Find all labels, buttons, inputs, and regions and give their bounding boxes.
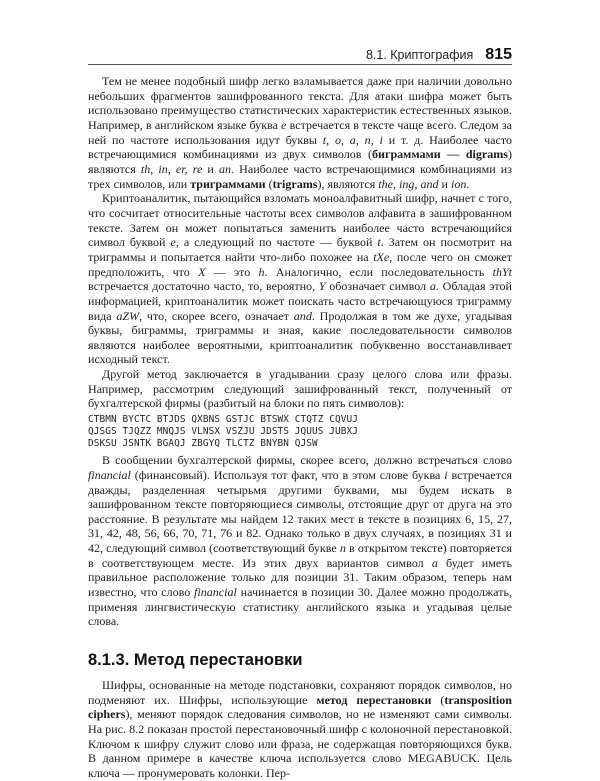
section-heading: 8.1.3. Метод перестановки	[88, 651, 303, 670]
ciphertext-line: DSKSU JSNTK BGAQJ ZBGYQ TLCTZ BNYBN QJSW	[88, 437, 318, 449]
running-head-section-title: 8.1. Криптография	[365, 48, 474, 62]
paragraph-guess-word: Другой метод заключается в угадывании сразу целого слова или фразы. Например, рассмотрим следующий зашифрованный текст, полученный от бухгалтерской фирмы (разбитый на блоки по пять символов):	[88, 367, 512, 411]
header-rule	[88, 64, 512, 65]
paragraph-cryptanalyst-method: Криптоаналитик, пытающийся взломать моноалфавитный шифр, начнет с того, что сосчитает относительные частоты всех символов алфавита в зашифрованном тексте. Затем он может попытаться заменить наиболее часто встречающийся символ буквой e, а следующий по частоте — буквой t. Затем он посмотрит на триграммы и попытается найти что-либо похожее на tXe, после чего он сможет предположить, что X — это h. Аналогично, если последовательность thYt встречается достаточно часто, то, вероятно, Y обозначает символ a. Обладая этой информацией, криптоаналитик может поискать часто встречающуюся триграмму вида aZW, что, скорее всего, означает and. Продолжая в том же духе, угадывая буквы, биграммы, триграммы и зная, какие последовательности символов являются наиболее вероятными, криптоаналитик побуквенно восстанавливает исходный текст.	[88, 191, 513, 367]
paragraph-transposition: Шифры, основанные на методе подстановки, сохраняют порядок символов, но подменяют их. Шифры, использующие метод перестановки (transposition ciphers), меняют порядок следования символов, но не изменяют сами символы. На рис. 8.2 показан простой перестановочный шифр с колоночной перестановкой. Ключом к шифру служит слово или фраза, не содержащая повторяющихся букв. В данном примере в качестве ключа используется слово MEGABUCK. Цель ключа — пронумеровать колонки. Пер-	[88, 678, 512, 781]
page-number: 815	[485, 46, 512, 63]
page-body	[88, 74, 512, 781]
ciphertext-line: CTBMN BYCTC BTJDS QXBNS GSTJC BTSWX CTQTZ CQVUJ	[88, 414, 358, 426]
paragraph-financial-example: В сообщении бухгалтерской фирмы, скорее всего, должно встречаться слово financial (финансовый). Используя тот факт, что в этом слове буква i встречается дважды, разделенная четырьмя другими буквами, мы будем искать в зашифрованном тексте повторяющиеся символы, отстоящие друг от друга на это расстояние. В результате мы найдем 12 таких мест в тексте в позициях 6, 15, 27, 31, 42, 48, 56, 66, 70, 71, 76 и 82. Однако только в двух случаях, в позициях 31 и 42, следующий символ (соответствующий букве n в открытом тексте) повторяется в соответствующем месте. Из этих двух вариантов символ a будет иметь правильное расположение только для позиции 31. Таким образом, теперь нам известно, что слово financial начинается в позиции 30. Далее можно продолжать, применяя лингвистическую статистику английского языка и угадывая целые слова.	[88, 453, 513, 629]
ciphertext-block	[88, 414, 512, 449]
running-head	[88, 46, 512, 64]
ciphertext-line: QJSGS TJQZZ MNQJS VLNSX VSZJU JDSTS JQUUS JUBXJ	[88, 425, 358, 437]
paragraph-frequency-attack: Тем не менее подобный шифр легко взламывается даже при наличии довольно небольших фрагментов зашифрованного текста. Для атаки шифра может быть использовано преимущество статистических характеристик естественных языков. Например, в английском языке буква e встречается в тексте чаще всего. Следом за ней по частоте использования идут буквы t, o, a, n, i и т. д. Наиболее часто встречающимися комбинациями из двух символов (биграммами — digrams) являются th, in, er, re и an. Наиболее часто встречающимися комбинациями из трех символов, или триграммами (trigrams), являются the, ing, and и ion.	[88, 74, 512, 191]
